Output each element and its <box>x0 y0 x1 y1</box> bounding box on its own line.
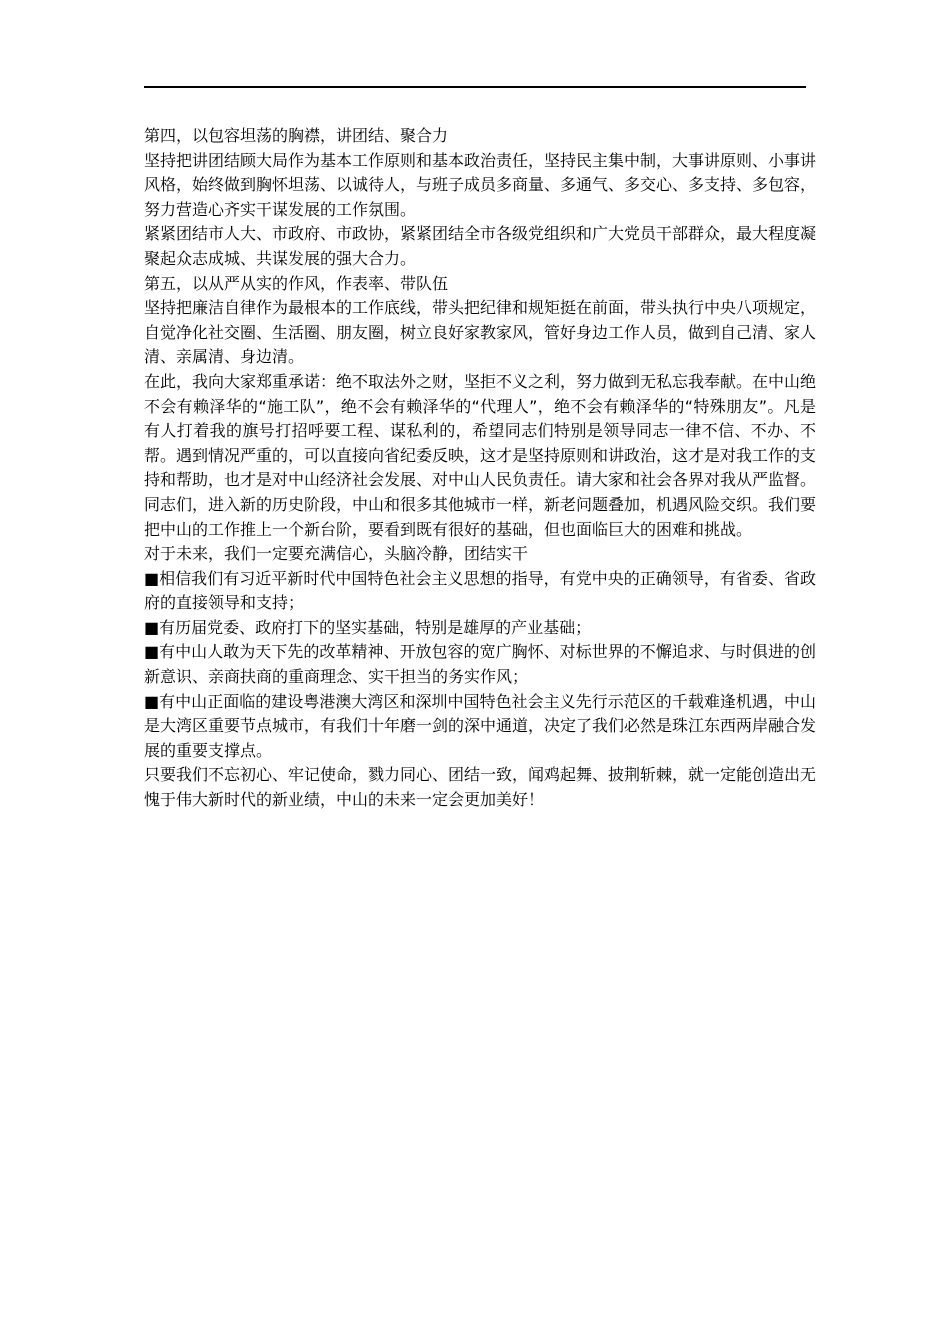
header-rule <box>144 86 806 88</box>
paragraph: 对于未来，我们一定要充满信心，头脑冷静，团结实干 <box>144 544 529 564</box>
bullet-item: ■有中山人敢为天下先的改革精神、开放包容的宽广胸怀、对标世界的不懈追求、与时俱进的创新意识、亲商扶商的重商理念、实干担当的务实作风； <box>144 642 816 687</box>
section-heading-5: 第五，以从严从实的作风，作表率、带队伍 <box>144 273 449 293</box>
paragraph: 坚持把讲团结顾大局作为基本工作原则和基本政治责任，坚持民主集中制，大事讲原则、小事讲风格，始终做到胸怀坦荡、以诚待人，与班子成员多商量、多通气、多交心、多支持、多包容，努力营造心齐实干谋发展的工作氛围。 <box>144 150 817 219</box>
section-heading-4: 第四，以包容坦荡的胸襟，讲团结、聚合力 <box>144 126 449 145</box>
bullet-item: ■相信我们有习近平新时代中国特色社会主义思想的指导，有党中央的正确领导，有省委、省政府的直接领导和支持； <box>144 568 816 613</box>
closing-paragraph: 只要我们不忘初心、牢记使命，戮力同心、团结一致，闻鸡起舞、披荆斩棘，就一定能创造出无愧于伟大新时代的新业绩，中山的未来一定会更加美好！ <box>144 765 817 810</box>
paragraph: 在此，我向大家郑重承诺：绝不取法外之财，坚拒不义之利，努力做到无私忘我奉献。在中山绝不会有赖泽华的“施工队”，绝不会有赖泽华的“代理人”，绝不会有赖泽华的“特殊朋友”。凡是有人打着我的旗号打招呼要工程、谋私利的，希望同志们特别是领导同志一律不信、不办、不帮。遇到情况严重的，可以直接向省纪委反映，这才是坚持原则和讲政治，这才是对我工作的支持和帮助，也才是对中山经济社会发展、对中山人民负责任。请大家和社会各界对我从严监督。 <box>144 371 817 490</box>
paragraph: 同志们，进入新的历史阶段，中山和很多其他城市一样，新老问题叠加，机遇风险交织。我们要把中山的工作推上一个新台阶，要看到既有很好的基础，但也面临巨大的困难和挑战。 <box>144 494 817 539</box>
paragraph: 坚持把廉洁自律作为最根本的工作底线，带头把纪律和规矩挺在前面，带头执行中央八项规定，自觉净化社交圈、生活圈、朋友圈，树立良好家教家风，管好身边工作人员，做到自己清、家人清、亲属清、身边清。 <box>144 298 817 367</box>
paragraph: 紧紧团结市人大、市政府、市政协，紧紧团结全市各级党组织和广大党员干部群众，最大程度凝聚起众志成城、共谋发展的强大合力。 <box>144 224 817 268</box>
bullet-item: ■有中山正面临的建设粤港澳大湾区和深圳中国特色社会主义先行示范区的千载难逢机遇，中山是大湾区重要节点城市，有我们十年磨一剑的深中通道，决定了我们必然是珠江东西两岸融合发展的重要支撑点。 <box>144 691 817 760</box>
bullet-item: ■有历届党委、政府打下的坚实基础，特别是雄厚的产业基础； <box>144 617 592 637</box>
document-body <box>144 124 816 813</box>
